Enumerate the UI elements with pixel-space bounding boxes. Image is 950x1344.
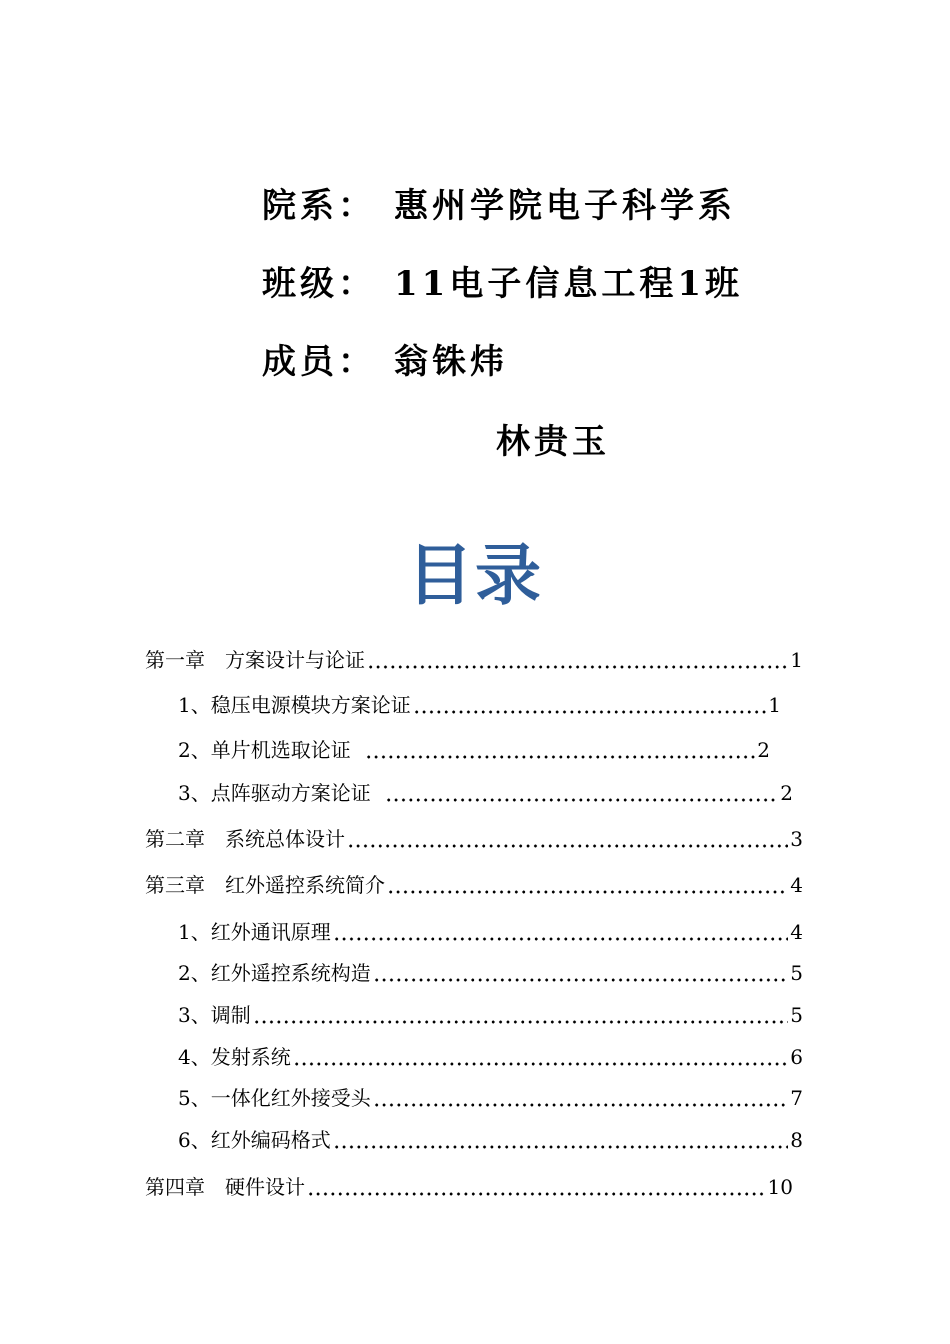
- toc-entry[interactable]: [178, 1002, 803, 1028]
- toc-entry-page: 6: [790, 1045, 803, 1069]
- toc-leader-dots: [347, 826, 788, 852]
- class-value: 11电子信息工程1班: [394, 264, 743, 304]
- toc-entry-text: 第二章 系统总体设计: [145, 827, 345, 851]
- toc-entry[interactable]: [178, 1085, 803, 1111]
- toc-entry[interactable]: [178, 780, 793, 806]
- toc-entry-page: 4: [790, 920, 803, 944]
- toc-entry-page: 2: [757, 738, 770, 762]
- toc-entry-page: 5: [790, 1003, 803, 1027]
- toc-entry-text: 3、点阵驱动方案论证: [178, 781, 371, 805]
- toc-entry[interactable]: [178, 1044, 803, 1070]
- members-line: [262, 334, 508, 383]
- toc-leader-dots: [253, 1002, 789, 1028]
- toc-entry-page: 8: [790, 1128, 803, 1152]
- toc-leader-dots: [333, 919, 789, 945]
- member-name-2: 林贵玉: [496, 422, 610, 462]
- class-line: [262, 256, 743, 305]
- toc-entry-page: 1: [768, 693, 781, 717]
- toc-entry-page: 3: [790, 827, 803, 851]
- toc-entry-page: 4: [790, 873, 803, 897]
- department-label: 院系：: [262, 186, 376, 226]
- toc-entry-text: 第四章 硬件设计: [145, 1175, 305, 1199]
- toc-entry[interactable]: [145, 826, 803, 852]
- toc-entry[interactable]: [145, 872, 803, 898]
- toc-entry-text: 2、单片机选取论证: [178, 738, 351, 762]
- toc-entry-page: 10: [767, 1175, 793, 1199]
- toc-entry-text: 3、调制: [178, 1003, 251, 1027]
- toc-entry-text: 第一章 方案设计与论证: [145, 648, 365, 672]
- toc-leader-dots: [373, 960, 789, 986]
- department-value: 惠州学院电子科学系: [394, 186, 736, 226]
- department-line: [262, 178, 736, 227]
- toc-entry[interactable]: [178, 692, 781, 718]
- toc-leader-dots: [413, 692, 767, 718]
- toc-entry-text: 4、发射系统: [178, 1045, 291, 1069]
- toc-entry[interactable]: [145, 647, 803, 673]
- toc-entry[interactable]: [178, 960, 803, 986]
- toc-entry-page: 7: [790, 1086, 803, 1110]
- toc-leader-dots: [367, 647, 788, 673]
- toc-entry[interactable]: [178, 737, 770, 763]
- toc-leader-dots: [385, 780, 779, 806]
- toc-entry-text: 5、一体化红外接受头: [178, 1086, 371, 1110]
- toc-leader-dots: [293, 1044, 789, 1070]
- toc-entry-text: 1、红外通讯原理: [178, 920, 331, 944]
- toc-entry[interactable]: [178, 919, 803, 945]
- toc-entry-page: 5: [790, 961, 803, 985]
- toc-entry[interactable]: [178, 1127, 803, 1153]
- toc-entry-text: 6、红外编码格式: [178, 1128, 331, 1152]
- class-label: 班级：: [262, 264, 376, 304]
- toc-entry-page: 1: [790, 648, 803, 672]
- toc-leader-dots: [307, 1174, 766, 1200]
- toc-entry-text: 2、红外遥控系统构造: [178, 961, 371, 985]
- toc-entry-text: 第三章 红外遥控系统简介: [145, 873, 385, 897]
- toc-leader-dots: [365, 737, 756, 763]
- members-label: 成员：: [262, 342, 376, 382]
- toc-entry[interactable]: [145, 1174, 793, 1200]
- toc-leader-dots: [373, 1085, 789, 1111]
- toc-leader-dots: [387, 872, 788, 898]
- member-name-1: 翁铢炜: [394, 342, 508, 382]
- toc-entry-text: 1、稳压电源模块方案论证: [178, 693, 411, 717]
- toc-title: 目录: [407, 537, 543, 614]
- toc-leader-dots: [333, 1127, 789, 1153]
- toc-entry-page: 2: [780, 781, 793, 805]
